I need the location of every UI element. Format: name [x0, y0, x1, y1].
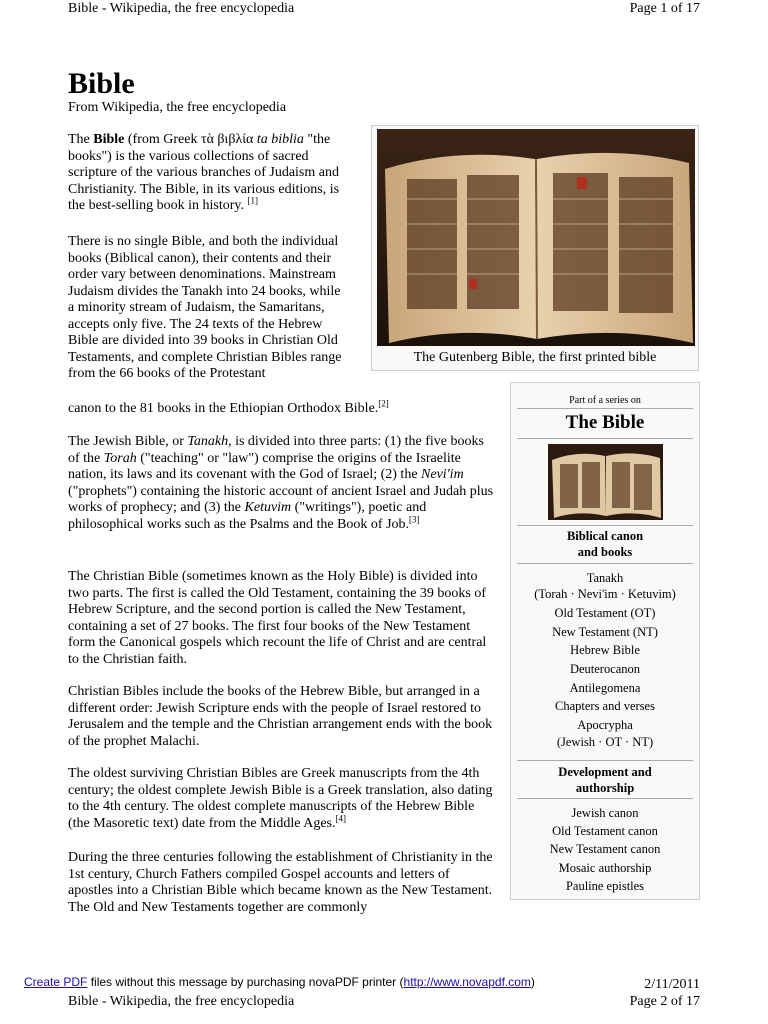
text: , is divided into three parts: (1) the five books of the — [68, 434, 484, 466]
header-title: Bible - Wikipedia, the free encyclopedia — [68, 1, 295, 16]
series-label: Part of a series on — [569, 395, 641, 406]
paragraph-canon — [68, 234, 342, 383]
article-title: Bible — [68, 67, 135, 100]
sidebar-item-nt-canon[interactable]: New Testament canon — [549, 842, 661, 856]
heading-line: authorship — [575, 781, 635, 795]
greek-term: τὰ βιβλία — [200, 132, 254, 147]
reference-link[interactable]: [1] — [247, 195, 259, 206]
italic-term: Ketuvim — [244, 500, 292, 515]
italic-term: ta biblia — [256, 132, 304, 147]
text: "the books") is the various collections of sacred scripture of the various branches of Judaism and Christianity. The Bible, in its various editions, is the best-selling book in history. — [68, 132, 340, 213]
novapdf-link[interactable]: http://www.novapdf.com — [403, 975, 531, 989]
text: ("writings"), poetic and philosophical works such as the Psalms and the Book of Job. — [68, 500, 427, 532]
page-number: Page 2 of 17 — [629, 994, 700, 1009]
gutenberg-bible-image[interactable] — [377, 129, 695, 346]
pdf-footer — [24, 975, 535, 989]
series-sidebar — [510, 382, 700, 900]
page-header-next — [68, 994, 700, 1010]
paragraph-arrangement: Christian Bibles include the books of the Hebrew Bible, but arranged in a different order: Jewish Scripture ends with the people of Israel restored to Jerusalem and the temple and the Christian arrangement ends with the book of the prophet Malachi. — [68, 684, 493, 749]
section-heading-canon — [517, 528, 693, 560]
paragraph-new-testament: During the three centuries following the establishment of Christianity in the 1st century, Church Fathers compiled Gospel accounts and letters of apostles into a Christian Bible which became known as the New Testament. The Old and New Testaments together are commonly — [68, 850, 493, 915]
sidebar-item-tanakh-parts[interactable]: (Torah · Nevi'im · Ketuvim) — [534, 587, 676, 601]
sidebar-item-ot-canon[interactable]: Old Testament canon — [552, 824, 658, 838]
text: The — [68, 132, 94, 147]
reference-link[interactable]: [3] — [409, 513, 420, 524]
paragraph-jewish-bible — [68, 434, 498, 533]
figure-gutenberg — [371, 125, 699, 371]
divider — [517, 798, 693, 799]
reference-link[interactable]: [2] — [378, 398, 389, 409]
paragraph-canon-end — [68, 398, 508, 418]
sidebar-item-old-testament[interactable]: Old Testament (OT) — [554, 606, 656, 620]
sidebar-item-hebrew-bible[interactable]: Hebrew Bible — [570, 643, 640, 657]
divider — [517, 563, 693, 564]
figure-caption: The Gutenberg Bible, the first printed bible — [413, 350, 657, 365]
footer-text: ) — [530, 975, 535, 989]
italic-term: Nevi'im — [421, 467, 464, 482]
sidebar-item-chapters-verses[interactable]: Chapters and verses — [555, 699, 655, 713]
divider — [517, 438, 693, 439]
sidebar-item-deuterocanon[interactable]: Deuterocanon — [569, 662, 641, 676]
sidebar-item-pauline-epistles[interactable]: Pauline epistles — [565, 879, 645, 893]
footer-text: files without this message by purchasing novaPDF printer ( — [87, 975, 404, 989]
text: ("teaching" or "law") comprise the origins of the Israelite nation, its laws and its covenant with the God of Israel; (2) the — [68, 450, 461, 482]
bible-thumbnail-image[interactable] — [548, 444, 663, 520]
create-pdf-link[interactable]: Create PDF — [24, 975, 88, 989]
header-title: Bible - Wikipedia, the free encyclopedia — [68, 994, 295, 1009]
section-heading-development — [517, 764, 693, 796]
paragraph-christian-bible: The Christian Bible (sometimes known as the Holy Bible) is divided into two parts. The first is called the Old Testament, containing the 39 books of Hebrew Scripture, and the second portion is called the New Testament, containing a set of 27 books. The first four books of the New Testament form the Canonical gospels which recount the life of Christ and are central to the Christian faith. — [68, 569, 487, 667]
text: There is no single Bible, and both the individual books (Biblical canon), their contents and their order vary between denominations. Mainstream Judaism divides the Tanakh into 24 books, while a minority stream of Judaism, the Samaritans, accepts only five. The 24 texts of the Hebrew Bible are divided into 39 books in Christian Old Testaments, and complete Christian Bibles range from the 66 books of the Protestant — [68, 234, 342, 381]
sidebar-item-antilegomena[interactable]: Antilegomena — [569, 681, 641, 695]
text: The oldest surviving Christian Bibles are Greek manuscripts from the 4th century; the oldest complete Jewish Bible is a Greek translation, also dating to the 4th century. The oldest complete manuscripts of the Hebrew Bible (the Masoretic text) date from the Middle Ages. — [68, 766, 493, 831]
text: canon to the 81 books in the Ethiopian Orthodox Bible. — [68, 401, 379, 416]
divider — [517, 760, 693, 761]
heading-line: and books — [577, 545, 633, 559]
bold-term: Bible — [93, 132, 125, 147]
heading-line: Biblical canon — [566, 529, 644, 543]
sidebar-item-apocrypha[interactable]: Apocrypha — [577, 718, 633, 732]
text: (from Greek — [124, 132, 201, 147]
text: The Jewish Bible, or — [68, 434, 188, 449]
article-subtitle: From Wikipedia, the free encyclopedia — [68, 100, 287, 115]
italic-term: Torah — [103, 450, 137, 466]
paragraph-manuscripts — [68, 766, 498, 832]
sidebar-item-mosaic-authorship[interactable]: Mosaic authorship — [558, 861, 652, 875]
divider — [517, 408, 693, 409]
sidebar-item-apocrypha-parts[interactable]: (Jewish · OT · NT) — [556, 735, 654, 749]
page-header — [68, 1, 700, 17]
page-number: Page 1 of 17 — [629, 1, 700, 16]
heading-line: Development and — [558, 765, 652, 779]
paragraph-intro — [68, 132, 358, 215]
italic-term: Tanakh — [187, 434, 229, 449]
divider — [517, 525, 693, 526]
sidebar-item-tanakh[interactable]: Tanakh — [586, 571, 624, 585]
sidebar-item-new-testament[interactable]: New Testament (NT) — [552, 625, 658, 639]
print-date: 2/11/2011 — [644, 977, 700, 992]
series-title[interactable]: The Bible — [565, 412, 645, 433]
sidebar-item-jewish-canon[interactable]: Jewish canon — [571, 806, 639, 820]
reference-link[interactable]: [4] — [335, 812, 346, 823]
text: ("prophets") containing the historic account of ancient Israel and Judah plus works of prophecy; and (3) the — [68, 483, 494, 515]
